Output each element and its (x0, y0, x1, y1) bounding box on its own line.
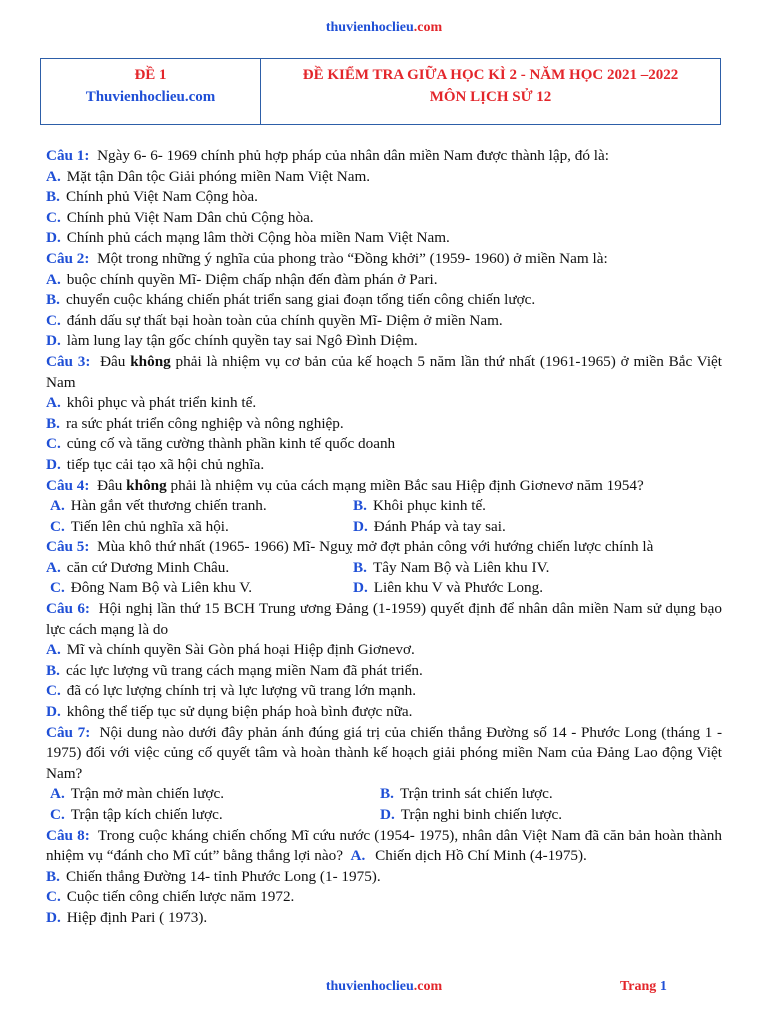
option-6a: A. Mĩ và chính quyền Sài Gòn phá hoại Hiệp định Giơnevơ. (46, 641, 415, 659)
option-8a-text: Chiến dịch Hồ Chí Minh (4-1975). (375, 847, 587, 865)
option-7a: A. Trận mở màn chiến lược. (50, 785, 224, 803)
question-4: Câu 4: Đâu không phải là nhiệm vụ của cách mạng miền Bắc sau Hiệp định Giơnevơ năm 1954? (46, 476, 644, 494)
footer-site-domain: .com (413, 979, 443, 994)
page-number (620, 979, 667, 995)
option-6d: D. không thể tiếp tục sử dụng biện pháp hoà bình được nữa. (46, 703, 413, 721)
option-1c: C. Chính phủ Việt Nam Dân chủ Cộng hòa. (46, 208, 314, 226)
site-name: thuvienhoclieu (325, 20, 414, 35)
option-4a: A. Hàn gắn vết thương chiến tranh. (50, 497, 267, 515)
option-3d: D. tiếp tục cải tạo xã hội chủ nghĩa. (46, 455, 265, 473)
option-1d: D. Chính phủ cách mạng lâm thời Cộng hòa miền Nam Việt Nam. (46, 229, 450, 247)
exam-code: ĐỀ 1 (134, 67, 167, 83)
option-4b: B. Khôi phục kinh tế. (353, 497, 486, 515)
exam-source: Thuvienhoclieu.com (85, 89, 216, 105)
option-8b: B. Chiến thắng Đường 14- tỉnh Phước Long (1- 1975). (46, 867, 381, 885)
option-2b: B. chuyển cuộc kháng chiến phát triển sang giai đoạn tổng tiến công chiến lược. (46, 291, 536, 309)
site-domain: .com (413, 20, 443, 35)
exam-subject: MÔN LỊCH SỬ 12 (429, 89, 552, 105)
option-1a: A. Mặt tận Dân tộc Giải phóng miền Nam Việt Nam. (46, 167, 371, 185)
exam-header (40, 58, 721, 125)
option-5b: B. Tây Nam Bộ và Liên khu IV. (353, 558, 550, 576)
page-number-value: 1 (659, 979, 667, 994)
option-2d: D. làm lung lay tận gốc chính quyền tay sai Ngô Đình Diệm. (46, 332, 418, 350)
option-1b: B. Chính phủ Việt Nam Cộng hòa. (46, 188, 258, 206)
option-4c: C. Tiến lên chủ nghĩa xã hội. (50, 517, 229, 535)
options-5-row-1 (46, 558, 722, 579)
footer-site-name: thuvienhoclieu (325, 979, 414, 994)
option-6b: B. các lực lượng vũ trang cách mạng miền Nam đã phát triển. (46, 661, 423, 679)
question-6: Câu 6: Hội nghị lần thứ 15 BCH Trung ương Đảng (1-1959) quyết định để nhân dân miền Nam sử dụng bạo lực cách mạng là do (46, 600, 722, 638)
exam-title-cell (261, 59, 720, 124)
header-site-link (0, 20, 768, 36)
exam-title: ĐỀ KIỂM TRA GIỮA HỌC KÌ 2 - NĂM HỌC 2021 –2022 (302, 67, 679, 83)
option-5c: C. Đông Nam Bộ và Liên khu V. (50, 579, 253, 597)
question-list (46, 146, 722, 929)
option-8c: C. Cuộc tiến công chiến lược năm 1972. (46, 888, 295, 906)
option-8a-letter: A. (350, 847, 366, 865)
option-3a: A. khôi phục và phát triển kinh tế. (46, 394, 257, 412)
exam-code-cell (41, 59, 261, 124)
options-5-row-2 (46, 578, 722, 599)
option-5a: A. căn cứ Dương Minh Châu. (46, 558, 230, 576)
option-5d: D. Liên khu V và Phước Long. (353, 579, 544, 597)
option-6c: C. đã có lực lượng chính trị và lực lượng vũ trang lớn mạnh. (46, 682, 417, 700)
option-7c: C. Trận tập kích chiến lược. (50, 806, 223, 823)
option-3b: B. ra sức phát triển công nghiệp và nông nghiệp. (46, 414, 344, 432)
options-4-row-1 (46, 496, 722, 517)
question-5: Câu 5: Mùa khô thứ nhất (1965- 1966) Mĩ- Nguỵ mở đợt phản công với hướng chiến lược chính là (46, 538, 654, 556)
question-8: Câu 8: Trong cuộc kháng chiến chống Mĩ cứu nước (1954- 1975), nhân dân Việt Nam đã căn bản hoàn thành nhiệm vụ “đánh cho Mĩ cút” bằng thắng lợi nào? A. Chiến dịch Hồ Chí Minh (4-1975). (46, 826, 722, 865)
option-8d: D. Hiệp định Pari ( 1973). (46, 908, 208, 926)
option-7d: D. Trận nghi binh chiến lược. (380, 806, 562, 823)
option-2c: C. đánh dấu sự thất bại hoàn toàn của chính quyền Mĩ- Diệm ở miền Nam. (46, 311, 503, 329)
question-2: Câu 2: Một trong những ý nghĩa của phong trào “Đồng khởi” (1959- 1960) ở miền Nam là: (46, 249, 608, 267)
option-2a: A. buộc chính quyền Mĩ- Diệm chấp nhận đến đàm phán ở Pari. (46, 270, 438, 288)
question-3: Câu 3: Đâu không phải là nhiệm vụ cơ bản của kế hoạch 5 năm lần thứ nhất (1961-1965) ở miền Bắc Việt Nam (46, 352, 723, 391)
option-3c: C. củng cố và tăng cường thành phần kinh tế quốc doanh (46, 435, 396, 453)
options-7-row-1 (46, 784, 722, 805)
option-4d: D. Đánh Pháp và tay sai. (353, 517, 506, 535)
question-7: Câu 7: Nội dung nào dưới đây phản ánh đúng giá trị của chiến thắng Đường số 14 - Phước Long (tháng 1 - 1975) đối với việc củng cố quyết tâm và hoàn thành kế hoạch giải phóng miền Nam của Đảng Lao động Việt Nam? (46, 723, 722, 782)
options-7-row-2 (46, 805, 722, 826)
options-4-row-2 (46, 517, 722, 538)
question-1: Câu 1: Ngày 6- 6- 1969 chính phủ hợp pháp của nhân dân miền Nam được thành lập, đó là: (46, 147, 609, 164)
page-label: Trang (620, 979, 657, 994)
option-7b: B. Trận trinh sát chiến lược. (380, 785, 553, 803)
